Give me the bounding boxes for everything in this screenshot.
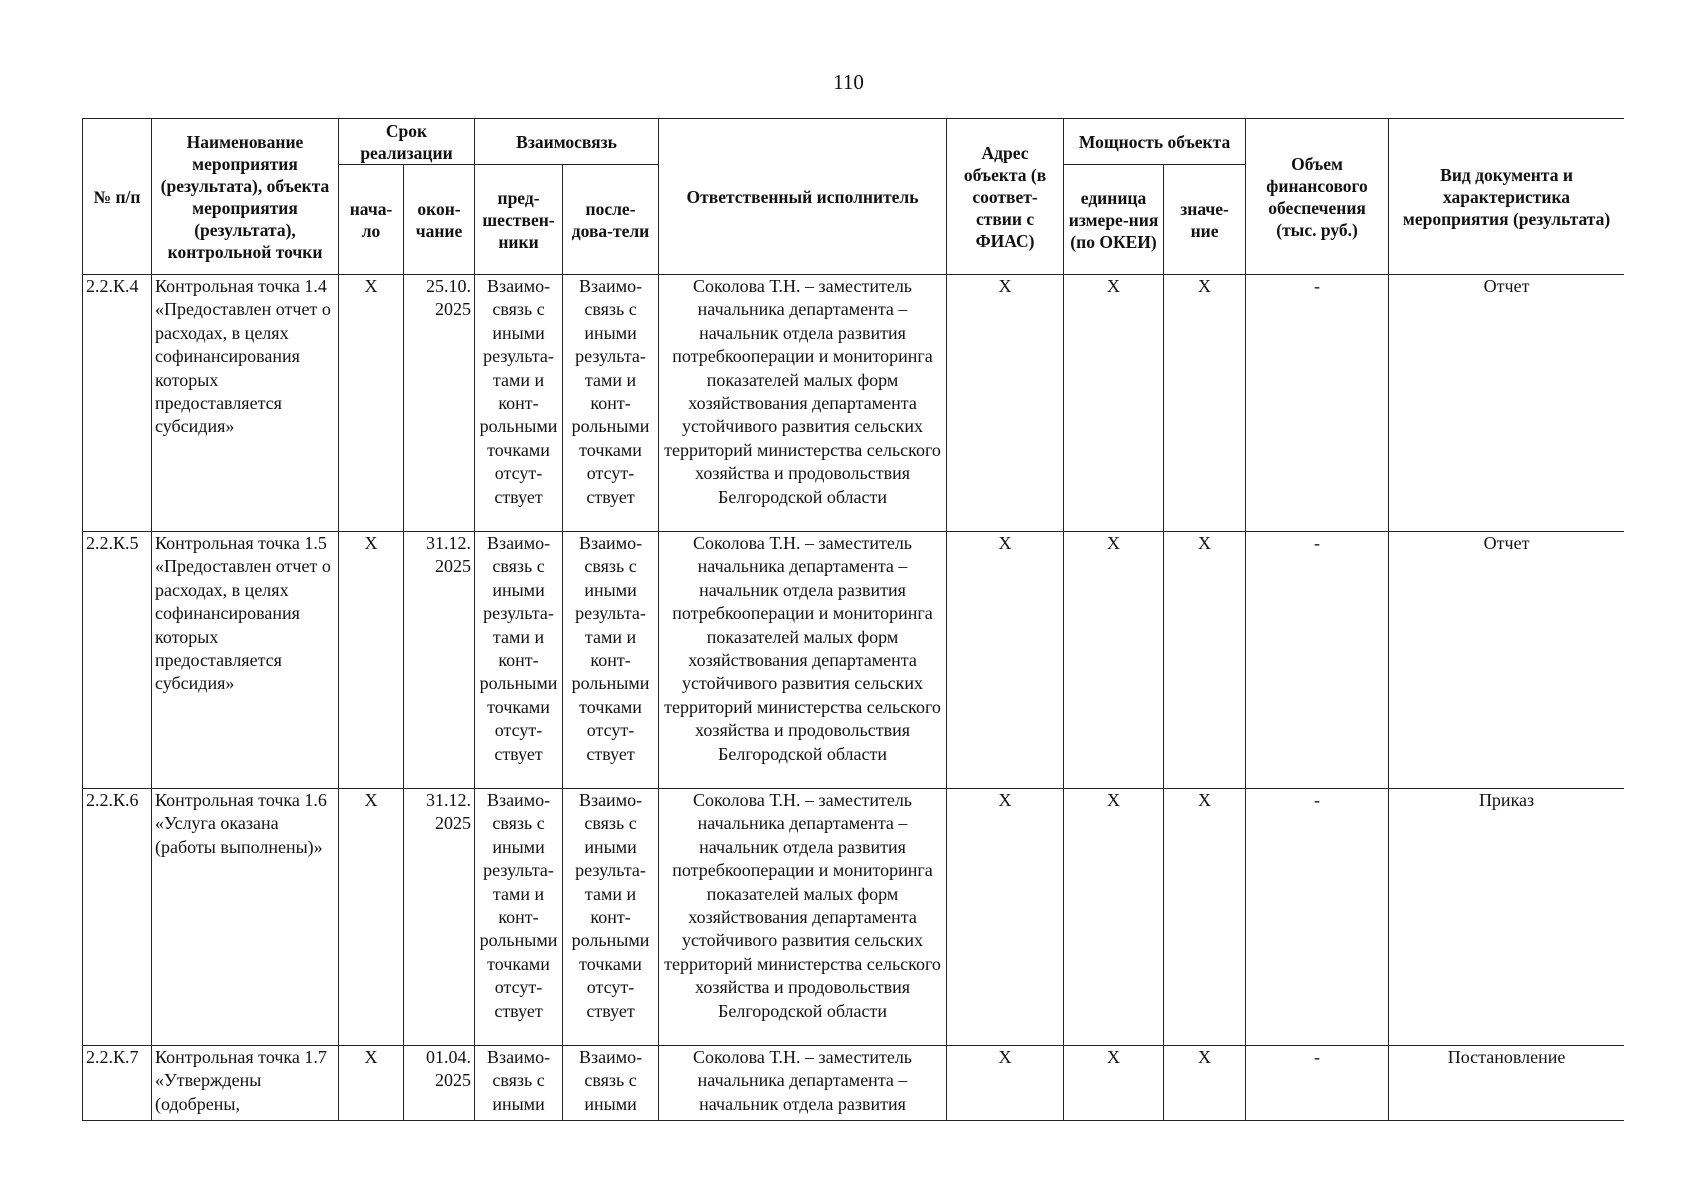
row-name: Контрольная точка 1.4 «Предоставлен отчет о расходах, в целях софинансирования которых предоставляется субсидия» [152, 275, 339, 532]
table-row [83, 789, 1625, 1046]
row-successors: Взаимо-связь с иными результа-тами и конт-рольными точками отсут-ствует [563, 275, 659, 532]
header-capacity: Мощность объекта [1064, 119, 1246, 165]
row-start: X [339, 789, 404, 1046]
row-value: X [1164, 1046, 1246, 1121]
plan-table-wrapper [82, 118, 1624, 1138]
row-responsible: Соколова Т.Н. – заместитель начальника департамента – начальник отдела развития потребкооперации и мониторинга показателей малых форм хозяйствования департамента устойчивого развития сельских территорий министерства сельского хозяйства и продовольствия Белгородской области [659, 532, 947, 789]
row-predecessors: Взаимо-связь с иными результа-тами и конт-рольными точками отсут-ствует [475, 789, 563, 1046]
row-doc-type: Отчет [1389, 532, 1624, 789]
header-start: нача-ло [339, 165, 404, 275]
row-num: 2.2.К.4 [83, 275, 152, 532]
row-name: Контрольная точка 1.7 «Утверждены (одобрены, [152, 1046, 339, 1121]
row-doc-type: Отчет [1389, 275, 1624, 532]
row-successors: Взаимо-связь с иными результа-тами и конт-рольными точками отсут-ствует [563, 789, 659, 1046]
row-value: X [1164, 789, 1246, 1046]
row-unit: X [1064, 532, 1164, 789]
row-predecessors: Взаимо-связь с иными результа-тами и конт-рольными точками отсут-ствует [475, 275, 563, 532]
table-row [83, 532, 1625, 789]
row-num: 2.2.К.5 [83, 532, 152, 789]
row-predecessors: Взаимо-связь с иными [475, 1046, 563, 1121]
row-finance: - [1246, 1046, 1389, 1121]
row-end: 25.10. 2025 [404, 275, 475, 532]
row-end: 31.12. 2025 [404, 532, 475, 789]
header-doc-type: Вид документа и характеристика мероприятия (результата) [1389, 119, 1624, 275]
header-responsible: Ответственный исполнитель [659, 119, 947, 275]
row-responsible: Соколова Т.Н. – заместитель начальника департамента – начальник отдела развития [659, 1046, 947, 1121]
row-responsible: Соколова Т.Н. – заместитель начальника департамента – начальник отдела развития потребкооперации и мониторинга показателей малых форм хозяйствования департамента устойчивого развития сельских территорий министерства сельского хозяйства и продовольствия Белгородской области [659, 789, 947, 1046]
page-number: 110 [833, 70, 864, 94]
header-finance: Объем финансового обеспечения (тыс. руб.) [1246, 119, 1389, 275]
row-finance: - [1246, 532, 1389, 789]
header-successors: после-дова-тели [563, 165, 659, 275]
row-responsible: Соколова Т.Н. – заместитель начальника департамента – начальник отдела развития потребкооперации и мониторинга показателей малых форм хозяйствования департамента устойчивого развития сельских территорий министерства сельского хозяйства и продовольствия Белгородской области [659, 275, 947, 532]
row-address: X [947, 275, 1064, 532]
row-finance: - [1246, 275, 1389, 532]
row-start: X [339, 1046, 404, 1121]
row-successors: Взаимо-связь с иными результа-тами и конт-рольными точками отсут-ствует [563, 532, 659, 789]
row-value: X [1164, 275, 1246, 532]
row-finance: - [1246, 789, 1389, 1046]
row-end: 01.04. 2025 [404, 1046, 475, 1121]
row-unit: X [1064, 275, 1164, 532]
row-address: X [947, 789, 1064, 1046]
row-start: X [339, 532, 404, 789]
row-name: Контрольная точка 1.5 «Предоставлен отчет о расходах, в целях софинансирования которых предоставляется субсидия» [152, 532, 339, 789]
row-end: 31.12. 2025 [404, 789, 475, 1046]
row-successors: Взаимо-связь с иными [563, 1046, 659, 1121]
row-value: X [1164, 532, 1246, 789]
header-unit: единица измере-ния (по ОКЕИ) [1064, 165, 1164, 275]
row-address: X [947, 1046, 1064, 1121]
row-address: X [947, 532, 1064, 789]
table-row [83, 275, 1625, 532]
header-relation: Взаимосвязь [475, 119, 659, 165]
row-predecessors: Взаимо-связь с иными результа-тами и конт-рольными точками отсут-ствует [475, 532, 563, 789]
row-num: 2.2.К.6 [83, 789, 152, 1046]
plan-table [82, 118, 1624, 1121]
row-name: Контрольная точка 1.6 «Услуга оказана (работы выполнены)» [152, 789, 339, 1046]
header-num: № п/п [83, 119, 152, 275]
header-period: Срок реализации [339, 119, 475, 165]
header-end: окон-чание [404, 165, 475, 275]
header-address: Адрес объекта (в соответ-ствии с ФИАС) [947, 119, 1064, 275]
header-name: Наименование мероприятия (результата), объекта мероприятия (результата), контрольной точки [152, 119, 339, 275]
header-value: значе-ние [1164, 165, 1246, 275]
row-unit: X [1064, 789, 1164, 1046]
row-unit: X [1064, 1046, 1164, 1121]
row-doc-type: Приказ [1389, 789, 1624, 1046]
row-num: 2.2.К.7 [83, 1046, 152, 1121]
table-row [83, 1046, 1625, 1121]
row-doc-type: Постановление [1389, 1046, 1624, 1121]
header-predecessors: пред-шествен-ники [475, 165, 563, 275]
row-start: X [339, 275, 404, 532]
